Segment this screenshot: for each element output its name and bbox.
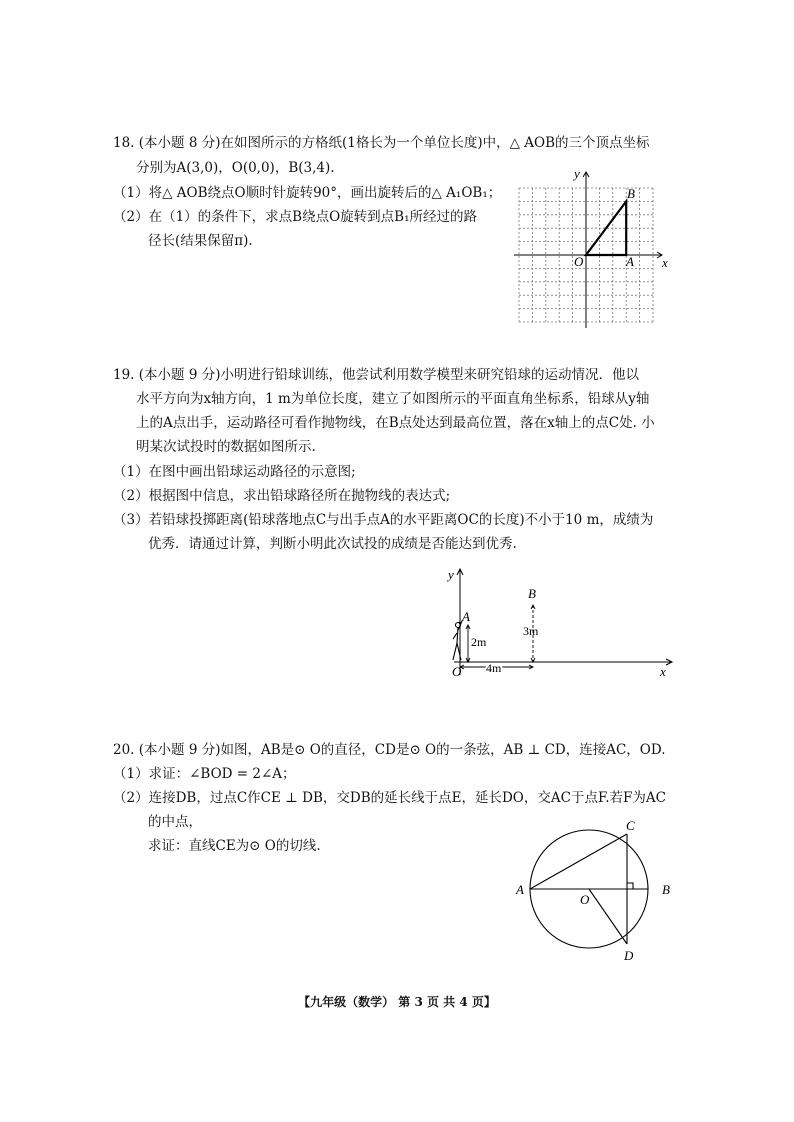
q19-line-3: 上的A点出手，运动路径可看作抛物线，在B点处达到最高位置，落在x轴上的点C处. 小 — [136, 415, 655, 431]
thrower-figure — [453, 621, 462, 660]
q18-line-1: 18. (本小题 8 分)在如图所示的方格纸(1格长为一个单位长度)中，△ AOB的三个顶点坐标 — [113, 135, 650, 151]
q19-axes — [454, 569, 672, 675]
segment-od — [589, 889, 627, 944]
q20-line-1: 20. (本小题 9 分)如图，AB是⊙ O的直径，CD是⊙ O的一条弦，AB ⊥ CD，连接AC，OD. — [113, 742, 666, 758]
q20-item-1: （1）求证：∠BOD = 2∠A； — [113, 766, 296, 782]
q20-label-d: D — [624, 948, 634, 963]
q19-item-2: （2）根据图中信息，求出铅球路径所在抛物线的表达式; — [113, 488, 451, 504]
q19-item-3b: 优秀．请通过计算，判断小明此次试投的成绩是否能达到优秀. — [148, 536, 517, 552]
q19-line-1: 19. (本小题 9 分)小明进行铅球训练，他尝试利用数学模型来研究铅球的运动情况．他以 — [113, 367, 639, 383]
q20-label-o: O — [580, 892, 590, 907]
q20-circle-figure — [510, 812, 690, 972]
q19-item-1: （1）在图中画出铅球运动路径的示意图; — [113, 464, 356, 480]
q19-dim-4m: 4m — [486, 661, 502, 675]
q19-line-4: 明某次试投时的数据如图所示. — [136, 439, 316, 455]
q19-point-a — [459, 622, 462, 625]
q19-item-3a: （3）若铅球投掷距离(铅球落地点C与出手点A的水平距离OC的长度)不小于10 m，成绩为 — [113, 512, 654, 528]
q20-item-2a: （2）连接DB，过点C作CE ⊥ DB，交DB的延长线于点E，延长DO，交AC于点F.若F为AC — [113, 790, 666, 806]
q18-label-y: y — [574, 168, 580, 181]
q18-grid-figure — [512, 168, 672, 330]
q18-item-2b: 径长(结果保留π). — [148, 233, 253, 249]
q19-label-o: O — [452, 664, 462, 679]
q19-shotput-figure — [440, 563, 680, 688]
q20-item-2b: 的中点， — [148, 814, 202, 830]
q20-label-c: C — [626, 818, 635, 833]
q18-label-o: O — [574, 254, 584, 269]
q18-line-2: 分别为A(3,0)，O(0,0)，B(3,4). — [136, 160, 335, 176]
page-footer: 【九年级（数学） 第 3 页 共 4 页】 — [298, 995, 496, 1009]
q19-label-b: B — [528, 586, 536, 601]
q18-item-2a: （2）在（1）的条件下，求点B绕点O旋转到点B₁所经过的路 — [113, 209, 477, 225]
q19-label-x: x — [660, 664, 666, 679]
q20-item-2c: 求证：直线CE为⊙ O的切线. — [148, 838, 321, 854]
q20-label-a: A — [516, 882, 524, 897]
q18-item-1: （1）将△ AOB绕点O顺时针旋转90°，画出旋转后的△ A₁OB₁； — [113, 185, 502, 201]
q19-line-2: 水平方向为x轴方向，1 m为单位长度，建立了如图所示的平面直角坐标系，铅球从y轴 — [136, 391, 650, 407]
right-angle-mark — [627, 883, 633, 889]
q19-dim-3m: 3m — [523, 624, 539, 638]
segment-ac — [530, 834, 627, 889]
q19-label-a: A — [462, 609, 470, 624]
q19-dim-2m: 2m — [471, 635, 487, 649]
q18-label-b: B — [627, 186, 635, 201]
q20-label-b: B — [662, 882, 670, 897]
q18-label-x: x — [662, 255, 668, 270]
q19-label-y: y — [448, 567, 454, 582]
q18-label-a: A — [626, 254, 634, 269]
